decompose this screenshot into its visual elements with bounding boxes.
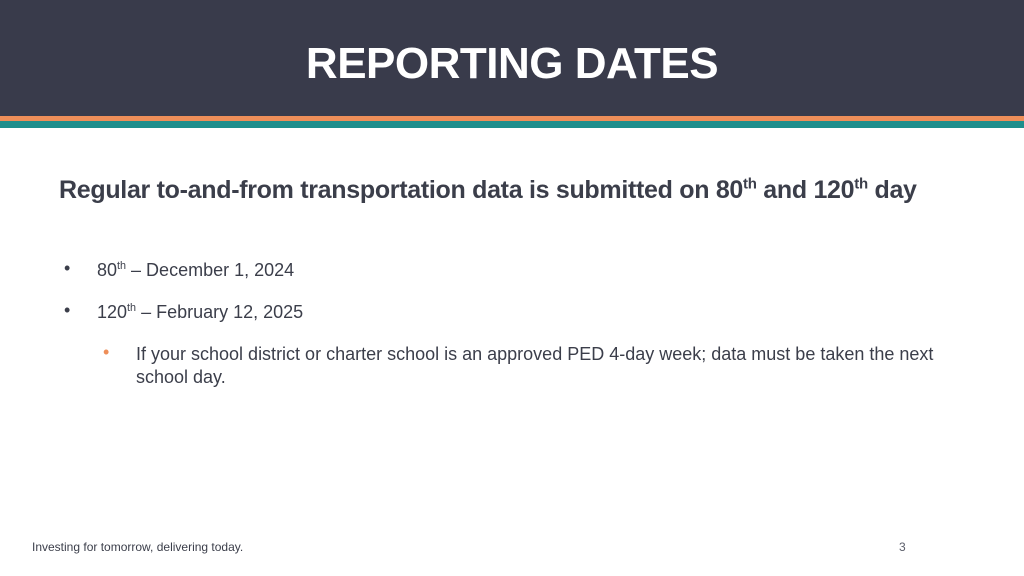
footer-tagline: Investing for tomorrow, delivering today. — [32, 540, 244, 554]
main-heading — [59, 174, 959, 207]
bullet-item-120th — [97, 301, 303, 324]
bullet-sup: th — [127, 302, 137, 314]
bullet-text: – February 12, 2025 — [136, 302, 304, 322]
heading-text-1: Regular to-and-from transportation data is submitted on 80 — [59, 176, 744, 204]
bullet-sup: th — [117, 260, 127, 272]
bullet-item-80th — [97, 259, 294, 282]
teal-divider — [0, 121, 1024, 128]
heading-text-3: day — [867, 176, 917, 204]
sub-bullet-item: If your school district or charter school is an approved PED 4-day week; data must be taken the next school day. — [136, 344, 934, 387]
bullet-prefix: 80 — [97, 260, 118, 280]
bullet-dot-icon: • — [64, 258, 71, 278]
heading-sup-2: th — [854, 175, 868, 193]
bullet-prefix: 120 — [97, 302, 128, 322]
page-number: 3 — [899, 540, 906, 554]
slide-title: REPORTING DATES — [305, 39, 719, 88]
sub-bullet-dot-icon: • — [103, 342, 110, 362]
heading-sup-1: th — [743, 175, 757, 193]
title-banner — [0, 0, 1024, 116]
heading-text-2: and 120 — [756, 176, 855, 204]
bullet-text: – December 1, 2024 — [126, 260, 295, 280]
bullet-dot-icon: • — [64, 300, 71, 320]
